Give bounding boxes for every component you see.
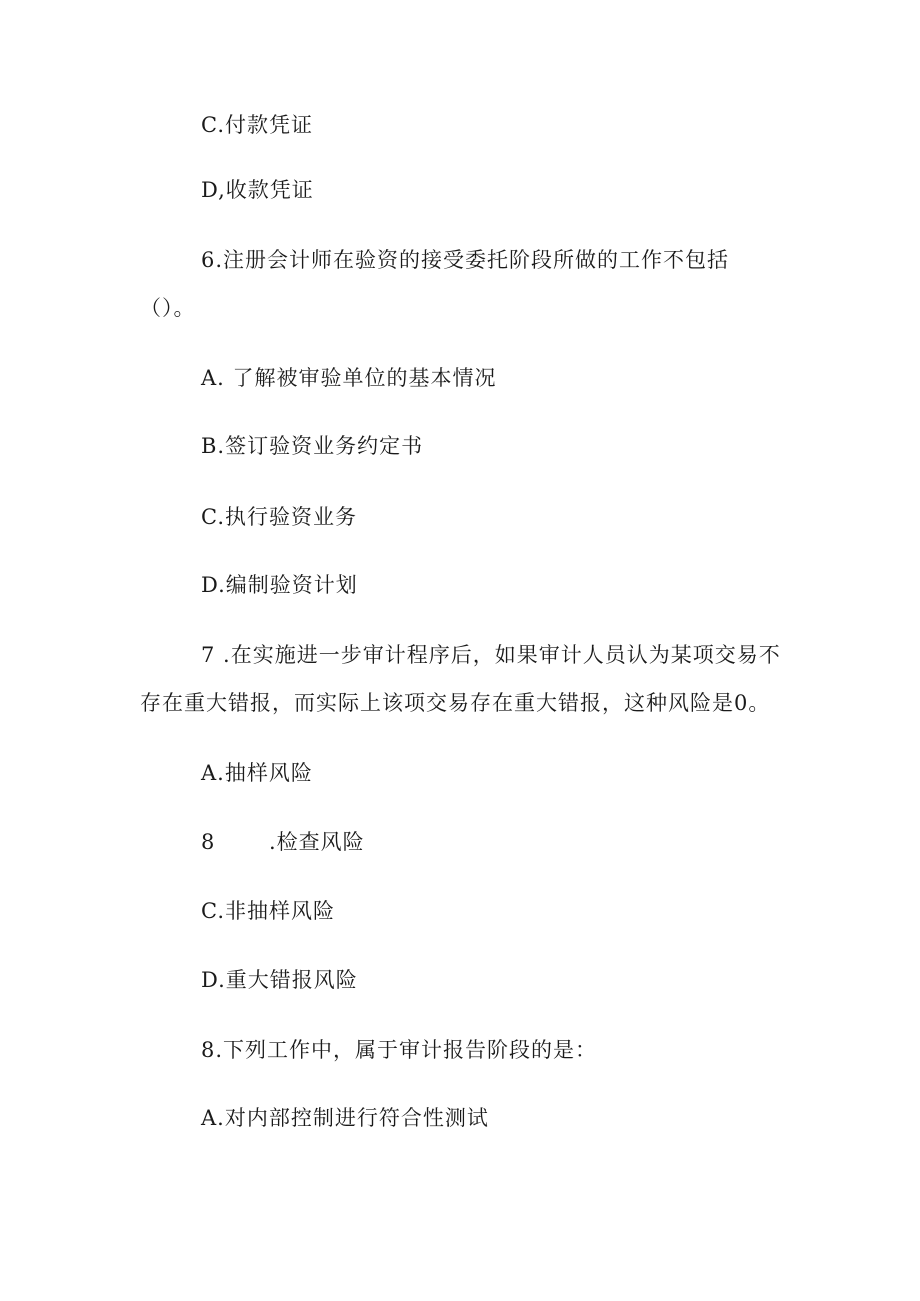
question-7-option-d: D.重大错报风险: [201, 968, 358, 992]
question-6-text-cont: （）。: [140, 296, 196, 320]
question-7-option-b-text: .检查风险: [269, 830, 365, 854]
question-6-option-b: B.签订验资业务约定书: [201, 434, 424, 458]
question-8-text: 8.下列工作中，属于审计报告阶段的是：: [201, 1038, 598, 1062]
question-6-text: 6.注册会计师在验资的接受委托阶段所做的工作不包括: [201, 248, 730, 272]
question-7-option-c: C.非抽样风险: [201, 899, 335, 923]
question-6-option-a: A. 了解被审验单位的基本情况: [201, 366, 497, 390]
question-7-option-b-number: 8: [201, 830, 216, 854]
question-8-option-a: A.对内部控制进行符合性测试: [201, 1106, 489, 1130]
question-7-text-cont: 存在重大错报，而实际上该项交易存在重大错报，这种风险是0。: [140, 691, 771, 715]
question-7-option-b: [201, 828, 365, 856]
question-7-text: 7 .在实施进一步审计程序后，如果审计人员认为某项交易不: [201, 643, 781, 667]
question-7-option-a: A.抽样风险: [201, 761, 313, 785]
question-6-option-c: C.执行验资业务: [201, 505, 357, 529]
option-c-payment-voucher: C.付款凭证: [201, 113, 313, 137]
question-6-option-d: D.编制验资计划: [201, 573, 358, 597]
option-d-receipt-voucher: D,收款凭证: [201, 178, 314, 202]
